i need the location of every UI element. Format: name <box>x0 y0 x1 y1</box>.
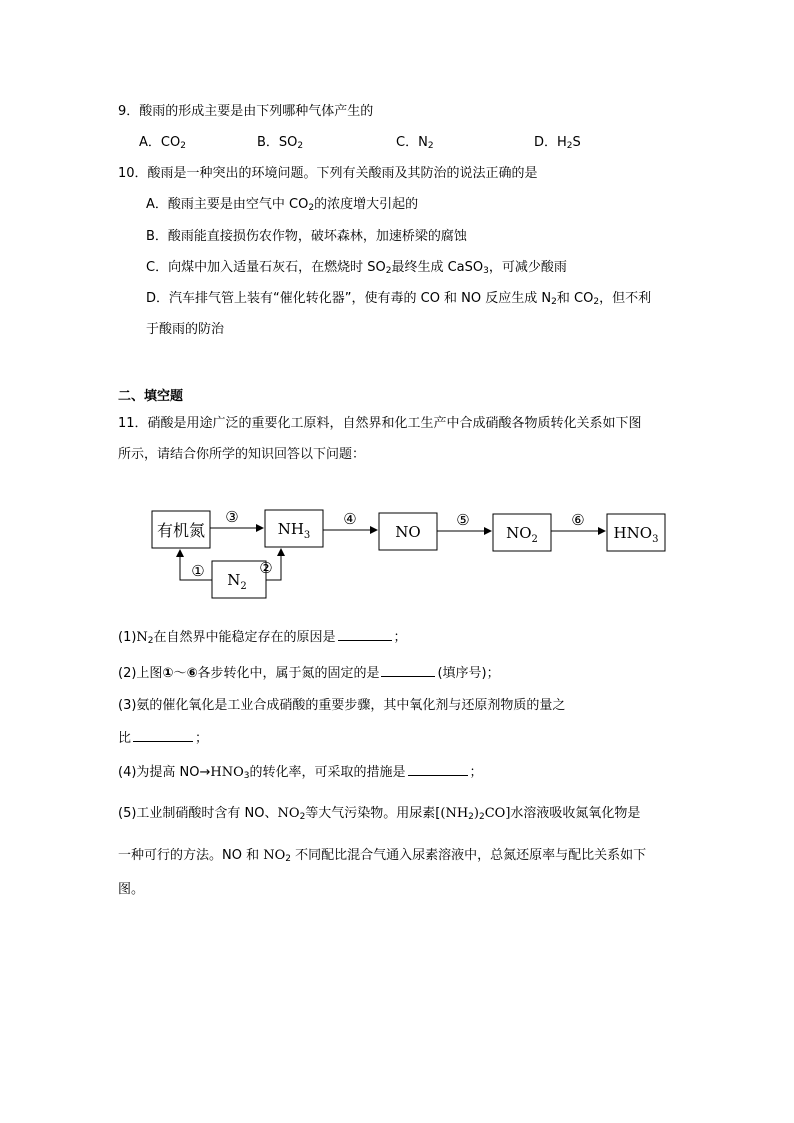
q11-part5-no2: NO <box>277 806 300 821</box>
label-organic-n: 有机氮 <box>156 521 206 540</box>
label-n2: $N_2$ <box>227 571 247 592</box>
q9-option-a[interactable] <box>139 134 186 152</box>
q11-part2-step-end: ⑥ <box>186 666 198 681</box>
q11-part1-end: ； <box>393 630 407 645</box>
q10-option-a-sub: 2 <box>308 203 315 213</box>
q9-option-c-formula: N <box>418 135 428 150</box>
q11-part4-text: (4)为提高 NO→ <box>118 765 211 780</box>
q11-part5-line3: 图。 <box>118 882 145 897</box>
q11-part5-text4: 一种可行的方法。NO 和 <box>118 848 264 863</box>
q11-part4-blank[interactable] <box>408 763 468 776</box>
step-5: ⑤ <box>456 511 470 529</box>
q10-option-a[interactable] <box>146 196 418 214</box>
q10-option-c-text: C．向煤中加入适量石灰石，在燃烧时 SO <box>146 260 386 275</box>
q10-stem: 10．酸雨是一种突出的环境问题。下列有关酸雨及其防治的说法正确的是 <box>118 166 538 181</box>
q9-stem: 9．酸雨的形成主要是由下列哪种气体产生的 <box>118 104 374 119</box>
q10-option-c-mid: 最终生成 CaSO <box>391 260 484 275</box>
q9-option-b-sub: 2 <box>297 141 304 151</box>
q10-option-a-text: A．酸雨主要是由空气中 CO <box>146 197 309 212</box>
q11-part5-no2b: NO <box>263 848 286 863</box>
q11-stem-line1: 11．硝酸是用途广泛的重要化工原料，自然界和化工生产中合成硝酸各物质转化关系如下图 <box>118 416 642 431</box>
q11-part2-blank[interactable] <box>381 664 435 677</box>
q11-part1-blank[interactable] <box>338 628 392 641</box>
q10-option-d-text: D．汽车排气管上装有“催化转化器”，使有毒的 CO 和 NO 反应生成 N <box>146 291 552 306</box>
q9-option-d-tail: S <box>572 135 581 150</box>
q11-part5-text2: 等大气污染物。用尿素[ <box>305 806 441 821</box>
q11-part2-end: (填序号)； <box>437 666 500 681</box>
q11-part5-no2-sub: 2 <box>299 812 306 822</box>
q11-part1 <box>118 628 407 647</box>
q11-part4 <box>118 763 483 782</box>
q11-part5-urea-sub2: 2 <box>478 812 485 822</box>
q9-option-a-label: A． <box>139 135 161 150</box>
q11-part5-line2 <box>118 847 646 865</box>
q10-option-a-tail: 的浓度增大引起的 <box>314 197 419 212</box>
q9-option-b-label: B． <box>257 135 279 150</box>
q11-part2 <box>118 664 500 683</box>
q11-part3-blank[interactable] <box>133 729 193 742</box>
q10-option-c[interactable] <box>146 259 567 277</box>
q9-option-c-label: C． <box>396 135 419 150</box>
q10-option-c-sub2: 3 <box>483 266 489 276</box>
q11-part5-urea-sub1: 2 <box>468 812 474 822</box>
q11-part1-formula: N <box>136 630 148 645</box>
q11-part4-end: ； <box>469 765 483 780</box>
q11-part5-urea2: ) <box>473 806 479 821</box>
q11-part4-formula: HNO <box>210 765 244 780</box>
q11-part3-line2 <box>118 729 208 748</box>
q11-part3-text: 比 <box>118 731 132 746</box>
q11-part2-tilde: ～ <box>173 666 187 681</box>
q11-part2-text: (2)上图 <box>118 666 163 681</box>
q11-part4-sub: 3 <box>243 771 250 781</box>
q9-option-a-formula: CO <box>160 135 181 150</box>
q11-part5-text3: 水溶液吸收氮氧化物是 <box>510 806 641 821</box>
q11-part5-urea1: (NH <box>440 806 469 821</box>
q11-part2-question: 各步转化中，属于氮的固定的是 <box>197 666 380 681</box>
label-no: NO <box>395 523 421 541</box>
nitrogen-cycle-diagram <box>140 500 680 610</box>
q10-option-d-sub2: 2 <box>593 297 600 307</box>
q11-part3-line1: (3)氨的催化氧化是工业合成硝酸的重要步骤，其中氧化剂与还原剂物质的量之 <box>118 698 566 713</box>
label-nh3: $NH_3$ <box>277 520 311 541</box>
q11-part5-urea3: CO] <box>484 806 511 821</box>
label-no2: $NO_2$ <box>506 524 538 545</box>
q9-option-b[interactable] <box>257 134 303 152</box>
q10-option-d-mid: 和 CO <box>556 291 594 306</box>
q11-part5-line1 <box>118 805 640 823</box>
q9-option-c[interactable] <box>396 134 434 152</box>
step-2: ② <box>259 559 273 577</box>
q9-option-d-formula: H <box>557 135 567 150</box>
step-6: ⑥ <box>571 511 585 529</box>
q9-option-d[interactable] <box>534 134 581 152</box>
q10-option-b[interactable]: B．酸雨能直接损伤农作物，破坏森林，加速桥梁的腐蚀 <box>146 229 467 244</box>
q11-part1-num: (1) <box>118 630 137 645</box>
q11-part5-text5: 不同配比混合气通入尿素溶液中，总氮还原率与配比关系如下 <box>291 848 647 863</box>
q9-option-d-sub: 2 <box>566 141 573 151</box>
q11-part3-end: ； <box>195 731 209 746</box>
label-hno3: $HNO_3$ <box>613 524 659 545</box>
q11-part2-step-start: ① <box>162 666 174 681</box>
q10-option-d[interactable] <box>146 290 651 308</box>
q11-stem-line2: 所示，请结合你所学的知识回答以下问题： <box>118 447 366 462</box>
q10-option-d-sub1: 2 <box>551 297 557 307</box>
q11-part5-no2b-sub: 2 <box>285 854 292 864</box>
q10-option-c-tail: ，可减少酸雨 <box>488 260 567 275</box>
q10-option-d-tail: ，但不利 <box>599 291 652 306</box>
q11-part5-text1: (5)工业制硝酸时含有 NO、 <box>118 806 278 821</box>
q9-option-d-label: D． <box>534 135 558 150</box>
q9-option-c-sub: 2 <box>427 141 434 151</box>
section-title: 二、填空题 <box>118 389 184 404</box>
q11-part1-sub: 2 <box>147 636 154 646</box>
q10-option-c-sub1: 2 <box>385 266 392 276</box>
q9-option-b-formula: SO <box>278 135 298 150</box>
q11-part1-text: 在自然界中能稳定存在的原因是 <box>153 630 336 645</box>
q10-option-d-cont: 于酸雨的防治 <box>146 322 225 337</box>
step-1: ① <box>191 562 205 580</box>
q11-part4-question: 的转化率，可采取的措施是 <box>249 765 406 780</box>
step-4: ④ <box>343 510 357 528</box>
q9-option-a-sub: 2 <box>180 141 186 151</box>
step-3: ③ <box>225 508 239 526</box>
